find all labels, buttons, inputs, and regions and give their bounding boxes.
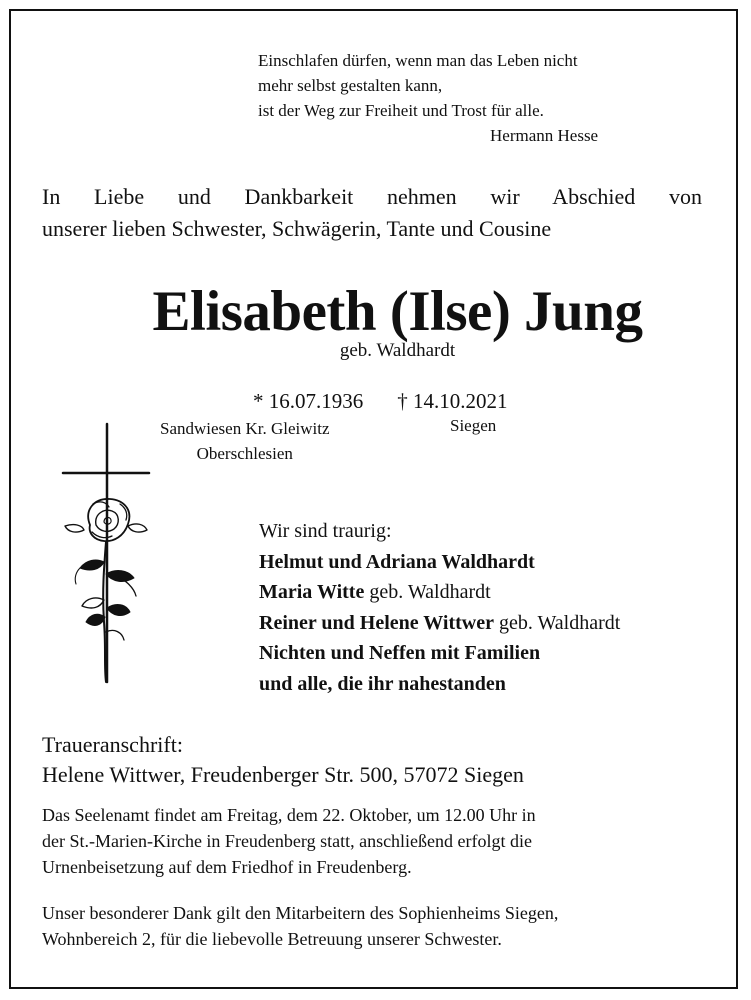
mourner: Helmut und Adriana Waldhardt [259, 550, 535, 573]
mourner-name: Maria Witte [259, 581, 365, 603]
death-date: † 14.10.2021 [397, 389, 508, 413]
life-dates [253, 389, 508, 414]
birth-date: * 16.07.1936 [253, 389, 364, 413]
quote [258, 48, 598, 148]
service-line: Urnenbeisetzung auf dem Friedhof in Freudenberg. [42, 857, 412, 877]
mourner: und alle, die ihr nahestanden [259, 672, 506, 695]
quote-line: Einschlafen dürfen, wenn man das Leben nicht [258, 51, 578, 70]
death-place: Siegen [450, 416, 497, 435]
service-line: der St.-Marien-Kirche in Freudenberg statt, anschließend erfolgt die [42, 831, 533, 851]
deceased-name: Elisabeth (Ilse) Jung [152, 280, 643, 343]
thanks-line: Wohnbereich 2, für die liebevolle Betreuung unserer Schwester. [42, 929, 502, 949]
mourning-address [42, 730, 524, 790]
thanks-line: Unser besonderer Dank gilt den Mitarbeitern des Sophienheims Siegen, [42, 903, 559, 923]
address-label: Traueranschrift: [42, 732, 183, 757]
mourners-intro: Wir sind traurig: [259, 520, 392, 542]
thanks-text [42, 900, 722, 952]
service-info [42, 802, 722, 880]
intro-line: unserer lieben Schwester, Schwägerin, Tante und Cousine [42, 216, 552, 241]
address-text: Helene Wittwer, Freudenberger Str. 500, 57072 Siegen [42, 762, 524, 787]
quote-line: mehr selbst gestalten kann, [258, 76, 443, 95]
birth-place-line: Sandwiesen Kr. Gleiwitz [160, 419, 330, 438]
birth-name: geb. Waldhardt [339, 340, 456, 361]
quote-author: Hermann Hesse [490, 126, 599, 145]
mourner [259, 577, 620, 608]
intro-text [42, 181, 702, 245]
mourner: Nichten und Neffen mit Familien [259, 642, 541, 664]
birth-place [160, 416, 330, 466]
mourner-suffix: geb. Waldhardt [493, 611, 621, 634]
mourner-name: Reiner und Helene Wittwer [259, 611, 494, 634]
quote-line: ist der Weg zur Freiheit und Trost für alle. [258, 101, 544, 120]
mourner-suffix: geb. Waldhardt [364, 581, 491, 603]
mourner [259, 608, 620, 639]
intro-line: In Liebe und Dankbarkeit nehmen wir Abschied von [42, 184, 702, 209]
mourners-list [259, 516, 620, 699]
birth-place-line: Oberschlesien [196, 444, 293, 463]
service-line: Das Seelenamt findet am Freitag, dem 22. Oktober, um 12.00 Uhr in [42, 805, 536, 825]
cross-rose-icon [60, 422, 155, 684]
